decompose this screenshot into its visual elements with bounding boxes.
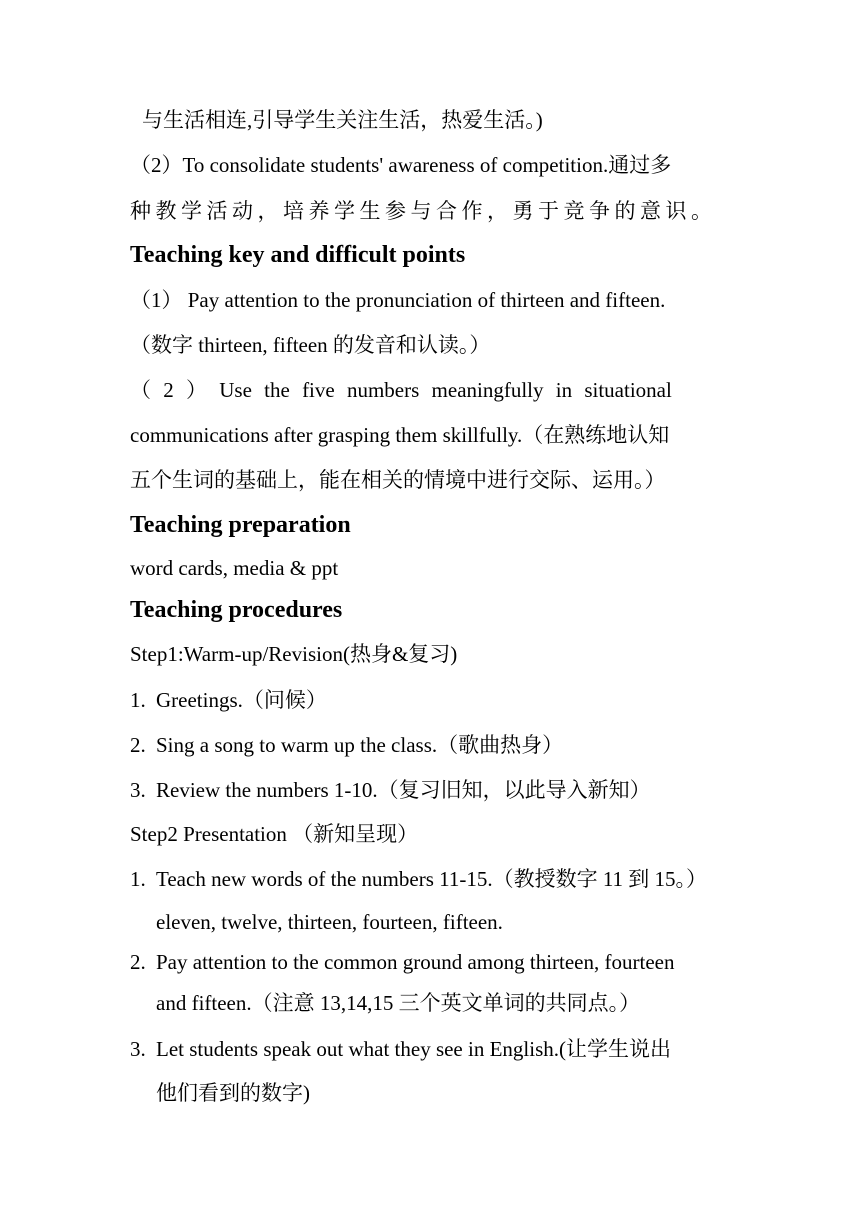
objective-item-2-line-1: （2）To consolidate students' awareness of competition.通过多	[130, 153, 672, 177]
step2-item-3-line-1: Let students speak out what they see in English.(让学生说出	[156, 1037, 672, 1061]
key-point-2-line-1: （ 2 ） Use the five numbers meaningfully in situational	[130, 378, 672, 402]
step1-item-1-number: 1.	[130, 688, 146, 712]
step1-item-3-number: 3.	[130, 778, 146, 802]
key-points-heading: Teaching key and difficult points	[130, 242, 466, 268]
key-point-1-line-1: （1） Pay attention to the pronunciation of thirteen and fifteen.	[130, 288, 666, 312]
preparation-heading: Teaching preparation	[130, 512, 351, 538]
step2-item-3-line-2: 他们看到的数字)	[156, 1081, 310, 1105]
step2-item-1-line-1: Teach new words of the numbers 11-15.（教授数字 11 到 15。）	[156, 867, 708, 891]
step1-item-1-text: Greetings.（问候）	[156, 688, 327, 712]
key-point-2-line-3: 五个生词的基础上，能在相关的情境中进行交际、运用。）	[130, 468, 666, 492]
objective-continuation-line: 与生活相连,引导学生关注生活，热爱生活。)	[142, 108, 543, 132]
step1-item-2-text: Sing a song to warm up the class.（歌曲热身）	[156, 733, 564, 757]
step2-item-3-number: 3.	[130, 1037, 146, 1061]
step2-item-2-number: 2.	[130, 950, 146, 974]
step2-title: Step2 Presentation （新知呈现）	[130, 822, 419, 846]
step1-item-2-number: 2.	[130, 733, 146, 757]
step2-item-2-line-2: and fifteen.（注意 13,14,15 三个英文单词的共同点。）	[156, 991, 641, 1015]
step2-item-1-number: 1.	[130, 867, 146, 891]
key-point-2-line-2: communications after grasping them skillfully.（在熟练地认知	[130, 423, 670, 447]
step1-title: Step1:Warm-up/Revision(热身&复习)	[130, 642, 458, 666]
step1-item-3-text: Review the numbers 1-10.（复习旧知，以此导入新知）	[156, 778, 651, 802]
step2-item-1-line-2: eleven, twelve, thirteen, fourteen, fifteen.	[156, 910, 503, 934]
procedures-heading: Teaching procedures	[130, 597, 343, 623]
step2-item-2-line-1: Pay attention to the common ground among thirteen, fourteen	[156, 950, 675, 974]
key-point-1-line-2: （数字 thirteen, fifteen 的发音和认读。）	[130, 333, 491, 357]
objective-item-2-line-2: 种教学活动，培养学生参与合作，勇于竞争的意识。	[130, 199, 717, 223]
preparation-text: word cards, media & ppt	[130, 556, 339, 580]
